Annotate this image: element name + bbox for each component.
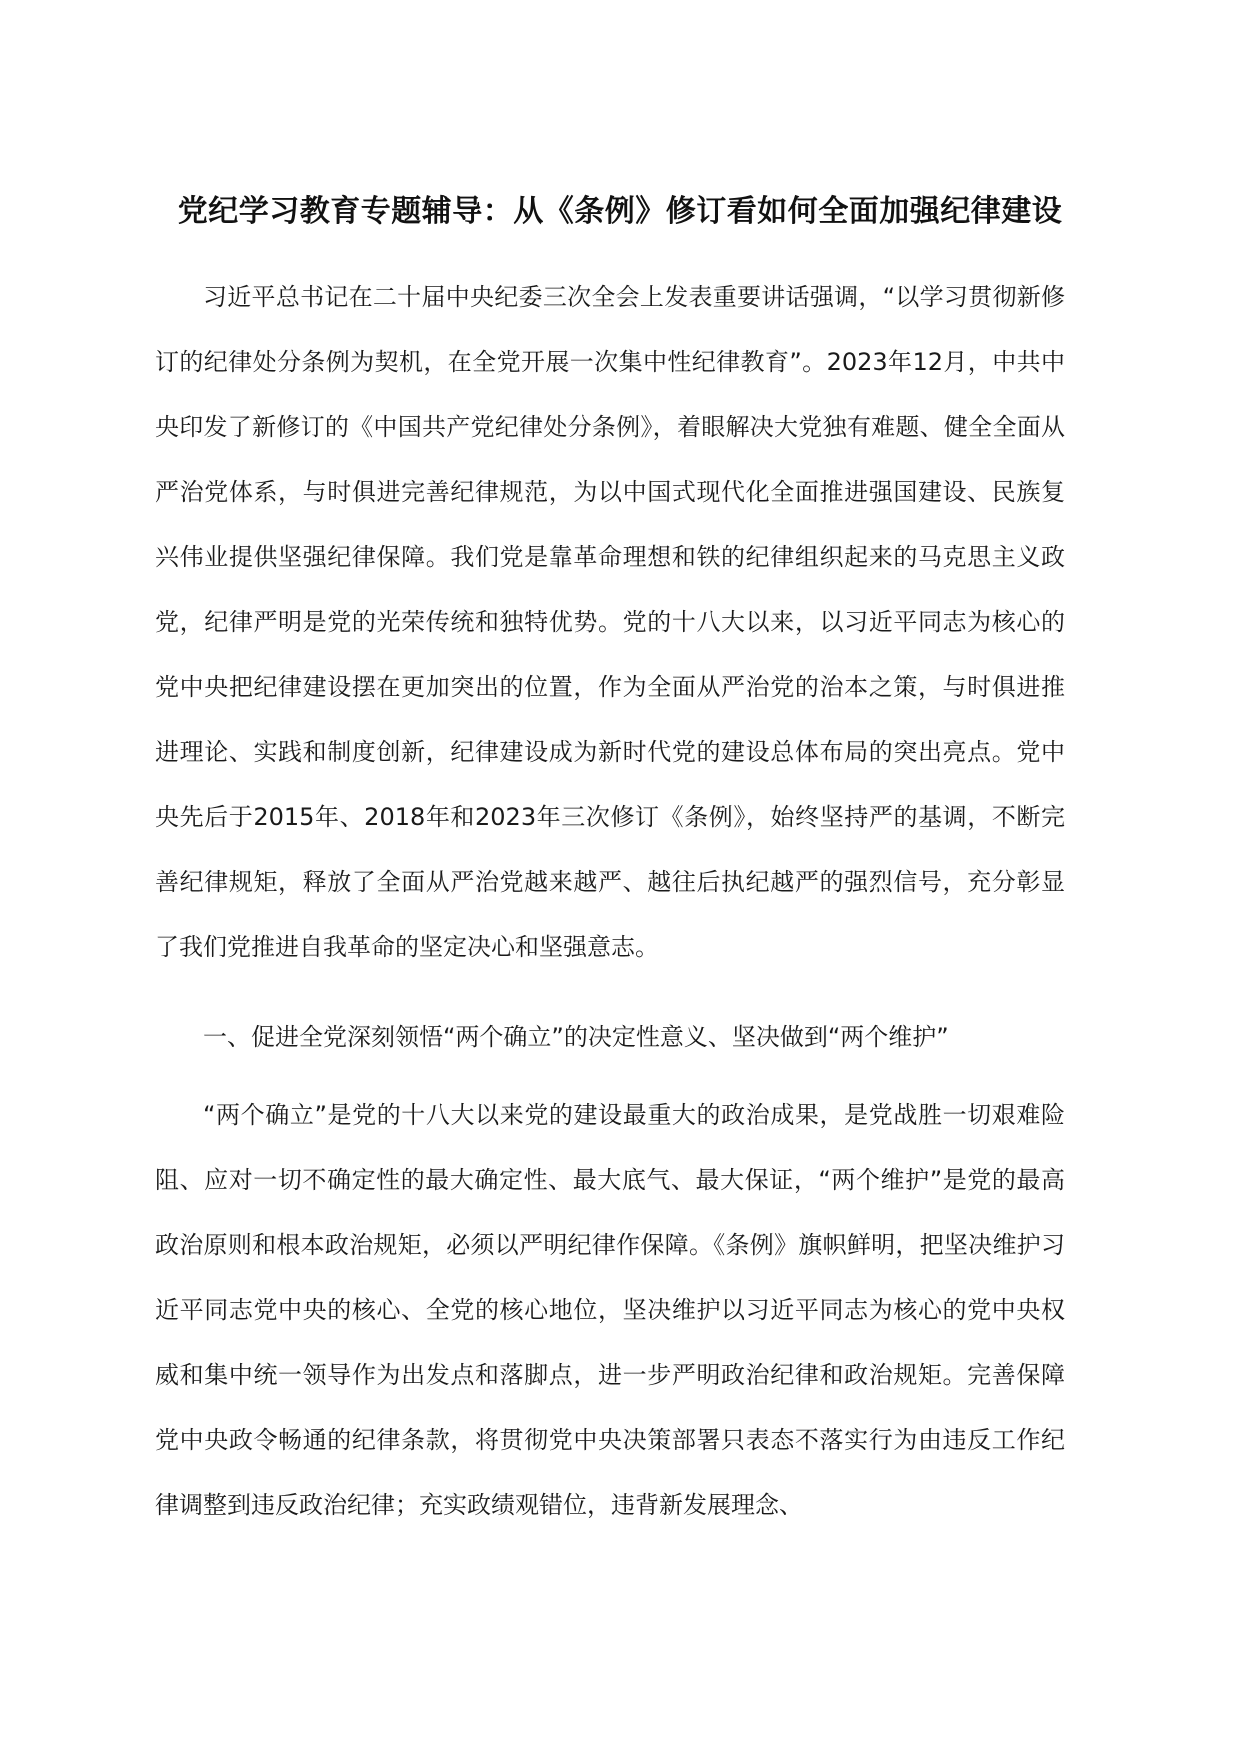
section-heading: 一、促进全党深刻领悟“两个确立”的决定性意义、坚决做到“两个维护” — [203, 1023, 949, 1051]
section-paragraph: “两个确立”是党的十八大以来党的建设最重大的政治成果，是党战胜一切艰难险阻、应对一切不确定性的最大确定性、最大底气、最大保证，“两个维护”是党的最高政治原则和根本政治规矩，必须以严明纪律作保障。《条例》旗帜鲜明，把坚决维护习近平同志党中央的核心、全党的核心地位，坚决维护以习近平同志为核心的党中央权威和集中统一领导作为出发点和落脚点，进一步严明政治纪律和政治规矩。完善保障党中央政令畅通的纪律条款，将贯彻党中央决策部署只表态不落实行为由违反工作纪律调整到违反政治纪律；充实政绩观错位，违背新发展理念、 — [155, 1101, 1065, 1519]
intro-paragraph: 习近平总书记在二十届中央纪委三次全会上发表重要讲话强调，“以学习贯彻新修订的纪律处分条例为契机，在全党开展一次集中性纪律教育”。2023年12月，中共中央印发了新修订的《中国共产党纪律处分条例》，着眼解决大党独有难题、健全全面从严治党体系，与时俱进完善纪律规范，为以中国式现代化全面推进强国建设、民族复兴伟业提供坚强纪律保障。我们党是靠革命理想和铁的纪律组织起来的马克思主义政党，纪律严明是党的光荣传统和独特优势。党的十八大以来，以习近平同志为核心的党中央把纪律建设摆在更加突出的位置，作为全面从严治党的治本之策，与时俱进推进理论、实践和制度创新，纪律建设成为新时代党的建设总体布局的突出亮点。党中央先后于2015年、2018年和2023年三次修订《条例》，始终坚持严的基调，不断完善纪律规矩，释放了全面从严治党越来越严、越往后执纪越严的强烈信号，充分彰显了我们党推进自我革命的坚定决心和坚强意志。 — [155, 283, 1065, 961]
document-title: 党纪学习教育专题辅导：从《条例》修订看如何全面加强纪律建设 — [177, 194, 1063, 229]
